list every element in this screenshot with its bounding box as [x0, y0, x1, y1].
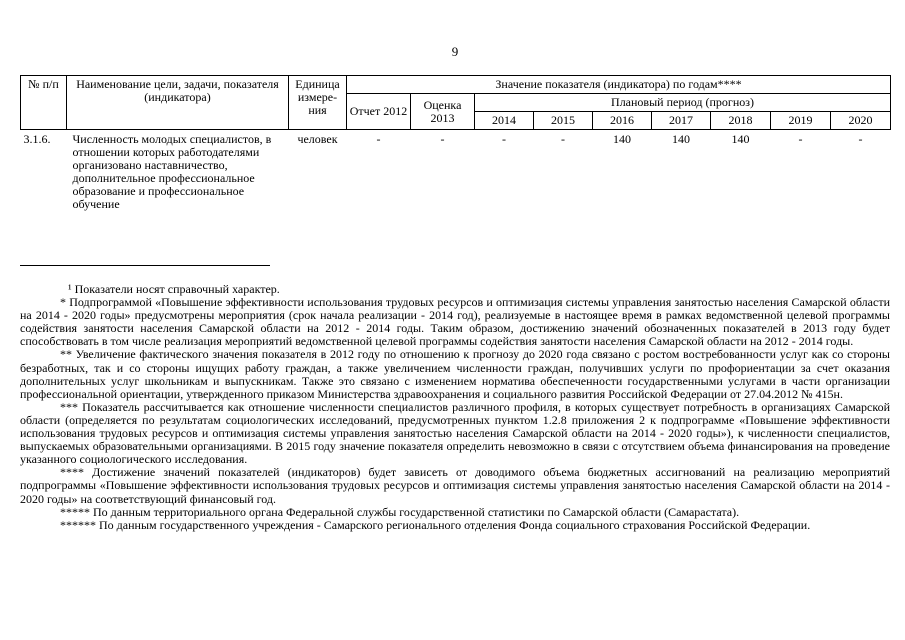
row-indicator-name: Численность молодых специалистов, в отношении которых работодателями организовано наставничество, дополнительное профессиональное образование и профессиональное обучение [72, 132, 272, 211]
footnote: ¹ Показатели носят справочный характер. [68, 282, 280, 296]
header-number: № п/п [21, 76, 67, 130]
row-unit: человек [297, 132, 338, 146]
header-year: 2015 [534, 112, 593, 130]
row-estimate-value: - [440, 132, 445, 146]
row-year-value: - [561, 132, 565, 146]
footnote: ****** По данным государственного учреждения - Самарского регионального отделения Фонда социального страхования Российской Федерации. [60, 517, 811, 532]
header-year: 2017 [652, 112, 711, 130]
footnote: * Подпрограммой «Повышение эффективности использования трудовых ресурсов и оптимизация системы управления занятостью населения Самарской области на 2014 - 2020 годы» предусмотрены мероприятия (срок начала реализации - 2014 год), реализуемые в настоящее время в рамках ведомственной целевой программы содействия занятости населения Самарской области на 2012 - 2014 годы. Таким образом, достижению значений обозначенных показателей в 2013 году будет способствовать в том числе реализация мероприятий ведомственной целевой программы содействия занятости населения Самарской области на 2012 - 2014 годы. [20, 295, 890, 349]
table-row [21, 130, 891, 215]
footnotes [20, 283, 890, 532]
footnote: **** Достижение значений показателей (индикаторов) будет зависеть от доводимого объема бюджетных ассигнований на реализацию мероприятий подпрограммы «Повышение эффективности использования трудовых ресурсов и оптимизация системы управления занятостью населения Самарской области на 2014 - 2020 годы» на соответствующий финансовый год. [20, 465, 890, 506]
indicator-table [20, 75, 891, 214]
header-year: 2018 [711, 112, 771, 130]
header-year: 2014 [475, 112, 534, 130]
header-report-2012: Отчет 2012 [347, 94, 411, 130]
row-year-value: - [858, 132, 863, 146]
header-name: Наименование цели, задачи, показателя (индикатора) [67, 76, 289, 130]
page-number: 9 [451, 44, 459, 59]
row-number: 3.1.6. [23, 132, 51, 146]
header-year: 2020 [831, 112, 891, 130]
footnote: *** Показатель рассчитывается как отношение численности специалистов различного профиля, в которых существует потребность в организациях Самарской области (определяется по результатам социологических исследований, предусмотренных пунктом 1.2.8 приложения 2 к подпрограмме «Повышение эффективности использования трудовых ресурсов и оптимизация системы управления занятостью населения Самарской области на 2014 - 2020 годы»), к численности специалистов, выпускаемых образовательными организациями. В 2015 году значение показателя определить невозможно в связи с отсутствием объема финансирования на проведение указанного социологического исследования. [20, 399, 890, 467]
header-unit: Единица измере-ния [289, 76, 347, 130]
row-year-value: 140 [731, 132, 750, 146]
header-values-group: Значение показателя (индикатора) по годам**** [347, 76, 891, 94]
row-year-value: - [502, 132, 506, 146]
header-year: 2019 [771, 112, 831, 130]
header-plan-group: Плановый период (прогноз) [475, 94, 891, 112]
header-estimate-2013: Оценка 2013 [411, 94, 475, 130]
footnote: ** Увеличение фактического значения показателя в 2012 году по отношению к прогнозу до 2020 года связано с ростом востребованности услуг как со стороны безработных, так и со стороны ищущих работу граждан, а также увеличением численности граждан, получивших услуги по профориентации за счет оказания дополнительных услуг школьникам и выпускникам. Также это связано с изменением норматива обеспеченности государственными услугами в части организации профессиональной ориентации, утвержденного приказом Министерства здравоохранения и социального развития Российской Федерации от 27.04.2012 № 415н. [20, 347, 890, 401]
row-report-value: - [376, 132, 381, 146]
header-year: 2016 [593, 112, 652, 130]
row-year-value: 140 [613, 132, 631, 146]
footnote: ***** По данным территориального органа Федеральной службы государственной статистики по Самарской области (Самарастата). [60, 504, 740, 519]
footnote-separator [20, 265, 270, 266]
row-year-value: - [798, 132, 803, 146]
row-year-value: 140 [672, 132, 690, 146]
